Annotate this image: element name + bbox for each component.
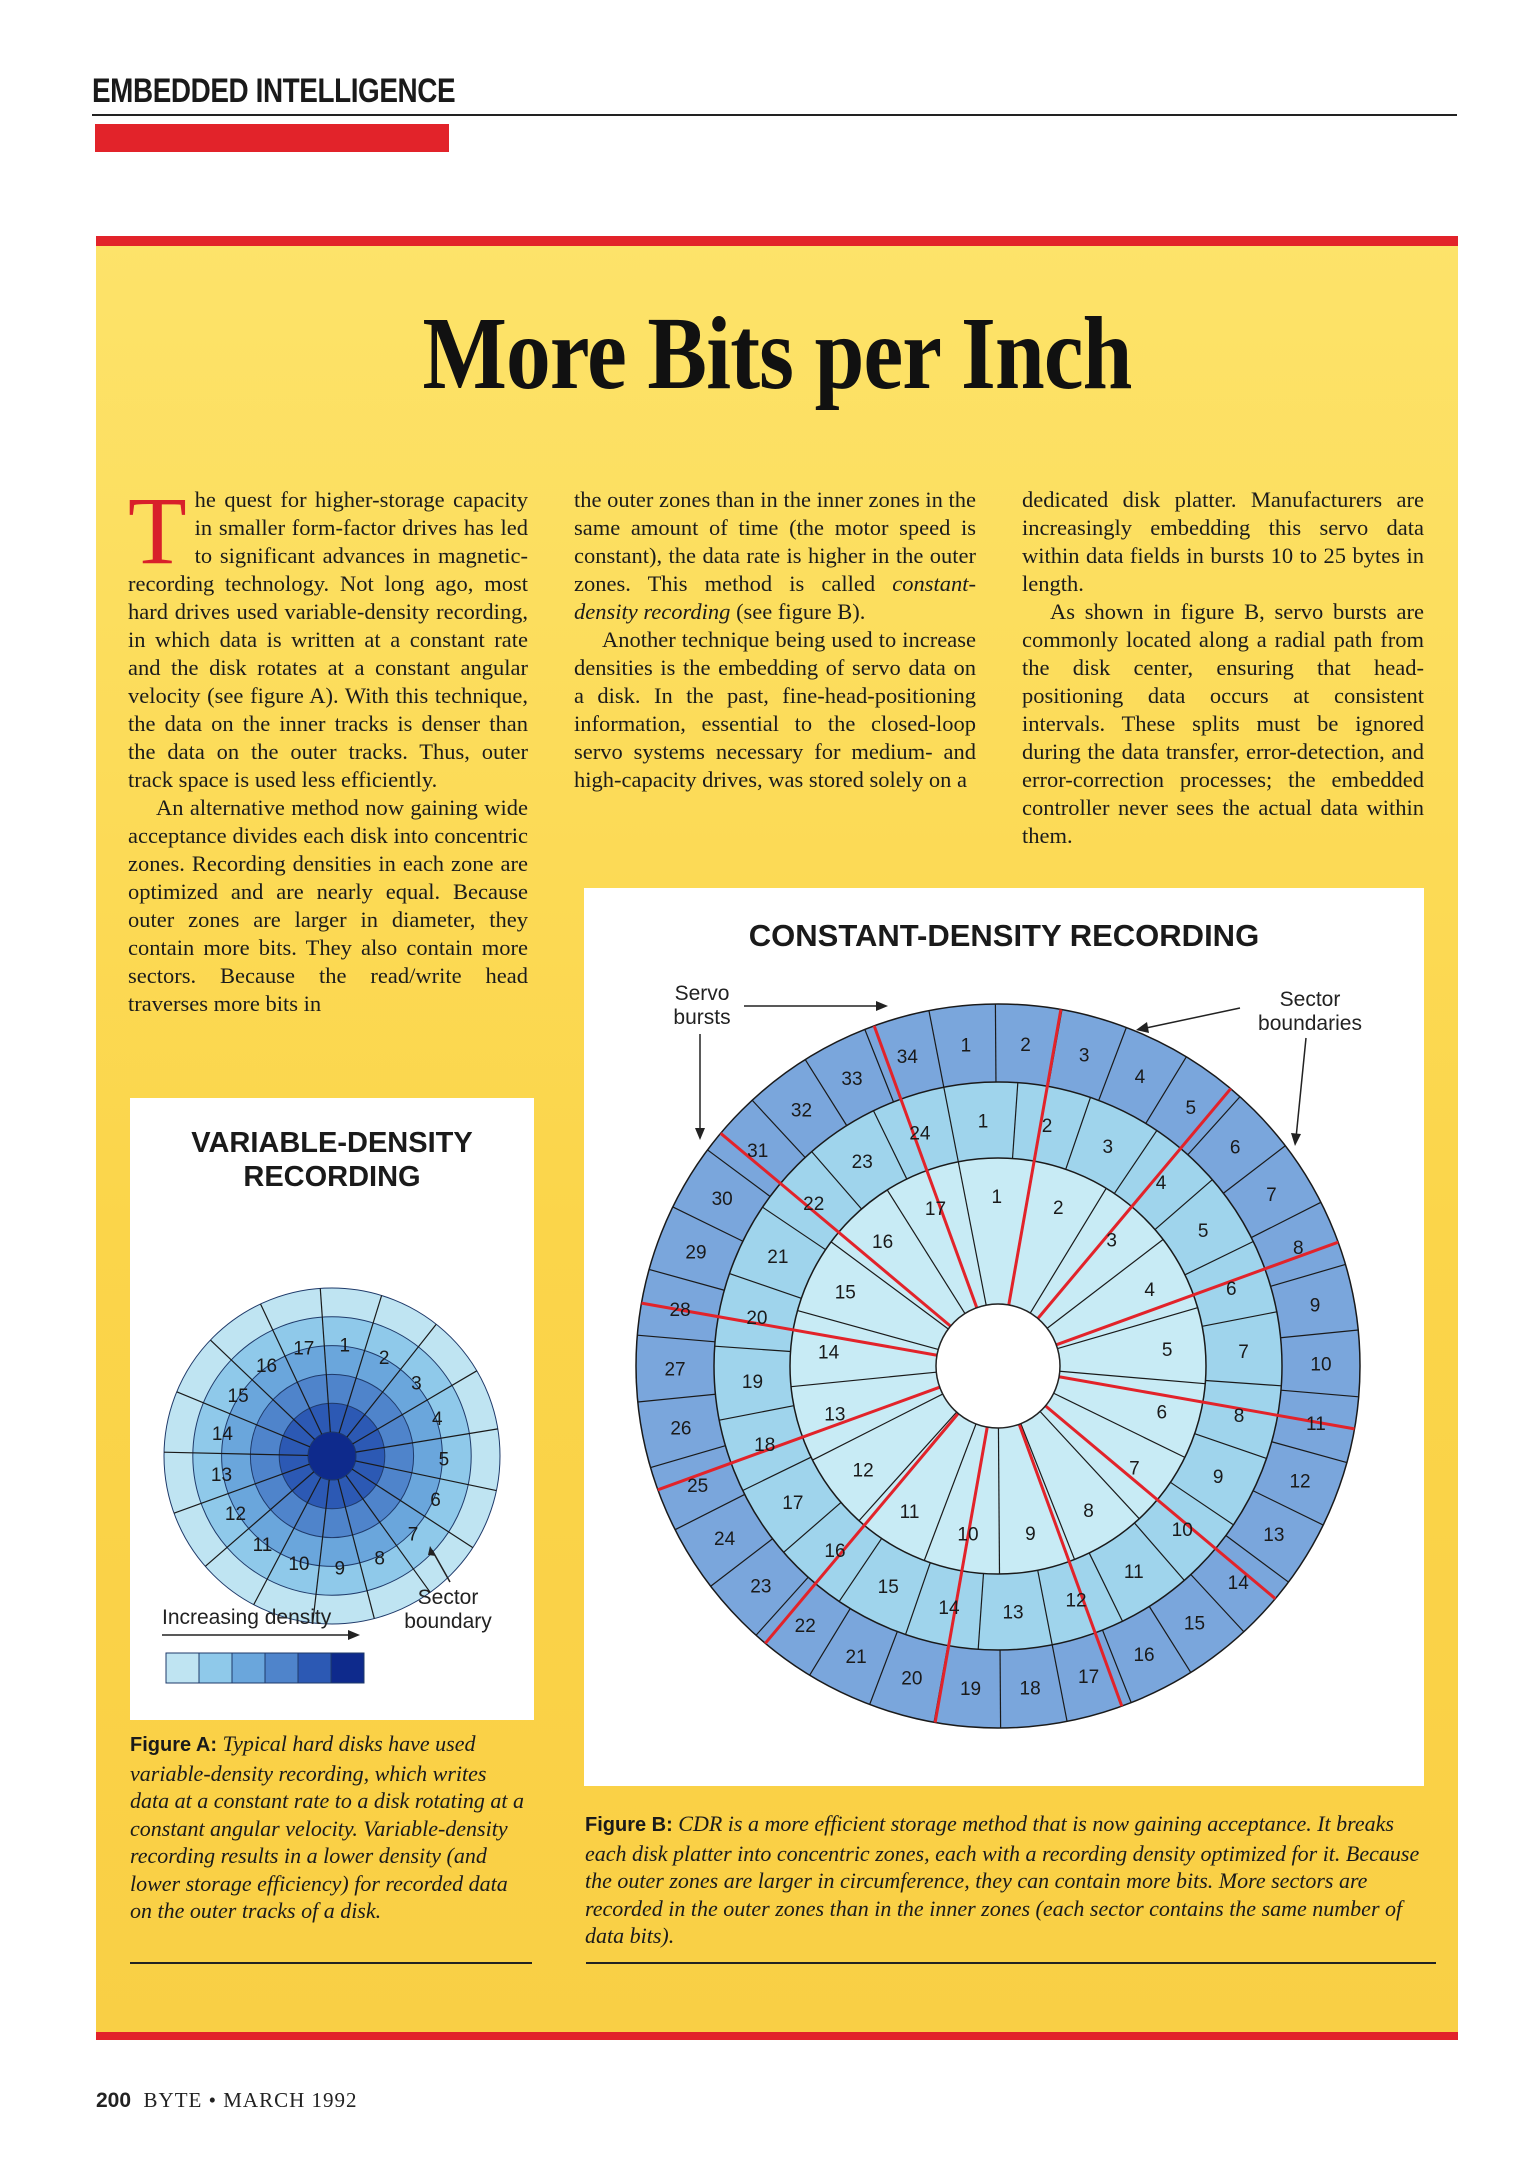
paragraph: As shown in figure B, servo bursts are commonly located along a radial path from the disk center, ensuring that head-positioning data occurs at consistent intervals. These splits must be ignored during the data transfer, error-detection, and error-correction processes; the embedded controller never sees the actual data within them.: [1022, 599, 1424, 848]
sector-callout-line-down: [1296, 1038, 1306, 1138]
drop-cap: T: [128, 477, 187, 584]
sector-label: 4: [1134, 1066, 1146, 1088]
sector-label: 12: [1289, 1471, 1311, 1493]
legend-swatch: [232, 1653, 265, 1683]
figure-a-disk-diagram: [130, 1098, 534, 1720]
sector-label: 17: [1078, 1667, 1100, 1689]
caption-a-rule: [130, 1962, 532, 1964]
density-legend: [166, 1653, 364, 1683]
servo-arrowhead-down: [695, 1128, 705, 1140]
servo-callout-line-2: bursts: [673, 1006, 731, 1029]
sector-label: 33: [841, 1068, 863, 1090]
sector-label: 6: [1225, 1278, 1237, 1300]
caption-text: CDR is a more efficient storage method that is now gaining acceptance. It breaks each disk platter into concentric zones, each with a recording density optimized for it. Because the outer zones are larger in circumference, they can contain more bits. More sectors are recorded in the outer zones than in the inner zones (each sector contains the same number of data bits).: [585, 1811, 1420, 1948]
figure-b-disk-diagram: [584, 888, 1424, 1786]
callout-line-2: boundary: [404, 1610, 492, 1633]
sector-label: 8: [1233, 1406, 1245, 1428]
sector-callout-line: [1146, 1008, 1240, 1028]
sector-label: 5: [1185, 1097, 1197, 1119]
servo-arrowhead: [876, 1001, 888, 1011]
sector-label: 22: [794, 1616, 816, 1638]
sector-label: 13: [824, 1404, 846, 1426]
sector-label: 9: [1309, 1295, 1321, 1317]
sector-label: 15: [834, 1282, 856, 1304]
sector-label: 9: [334, 1558, 346, 1580]
density-rings: [164, 1288, 500, 1624]
sector-label: 21: [845, 1647, 867, 1669]
sector-label: 3: [1078, 1045, 1090, 1067]
sector-label: 13: [1263, 1525, 1285, 1547]
callout-line-1: Sector: [417, 1586, 479, 1609]
sector-label: 23: [851, 1151, 873, 1173]
sector-arrowhead-down: [1291, 1133, 1301, 1146]
sector-label: 18: [754, 1435, 776, 1457]
sector-label: 12: [1065, 1590, 1087, 1612]
sector-label: 23: [750, 1576, 772, 1598]
sector-label: 15: [227, 1385, 249, 1407]
sector-label: 4: [432, 1408, 443, 1430]
sector-label: 8: [374, 1548, 385, 1570]
sector-label: 21: [767, 1247, 789, 1269]
sector-label: 1: [977, 1111, 989, 1133]
sector-label: 20: [901, 1668, 923, 1690]
caption-text: Typical hard disks have used variable-density recording, which writes data at a constant rate to a disk rotating at a constant angular velocity. Variable-density recording results in a lower density (and lower storage efficiency) for recorded data on the outer tracks of a disk.: [130, 1731, 524, 1923]
paragraph: Another technique being used to increase densities is the embedding of servo data on a disk. In the past, fine-head-positioning information, essential to the closed-loop servo systems necessary for medium- and high-capacity drives, was stored solely on a: [574, 627, 976, 792]
legend-swatch: [331, 1653, 364, 1683]
issue-date: MARCH 1992: [223, 2088, 358, 2112]
sector-label: 15: [877, 1577, 899, 1599]
sector-label: 1: [339, 1335, 351, 1357]
sector-label: 32: [790, 1100, 813, 1122]
paragraph-text: the outer zones than in the inner zones in the same amount of time (the motor speed is constant), the data rate is higher in the outer zones. This method is called: [574, 487, 976, 596]
sector-label: 3: [1106, 1230, 1117, 1252]
sector-label: 5: [1161, 1340, 1173, 1362]
sector-label: 4: [1155, 1172, 1167, 1194]
sector-label: 10: [1310, 1354, 1332, 1376]
sidebar-top-rule: [96, 236, 1458, 246]
sector-callout-line-2: boundaries: [1258, 1012, 1362, 1035]
sector-label: 3: [1102, 1136, 1114, 1158]
sector-label: 7: [1266, 1184, 1277, 1206]
page-number: 200: [96, 2089, 132, 2112]
sector-label: 11: [899, 1502, 920, 1524]
sector-label: 6: [1156, 1402, 1168, 1424]
paragraph: An alternative method now gaining wide acceptance divides each disk into concentric zones. Recording densities in each zone are optimized and are nearly equal. Because outer zones are larger in diameter, they contain more bits. They also contain more sectors. Because the read/write head traverses more bits in: [128, 795, 528, 1016]
sector-label: 19: [741, 1372, 764, 1394]
sector-label: 11: [1123, 1562, 1144, 1584]
sector-label: 11: [252, 1534, 273, 1556]
sector-boundary-line: [1000, 1650, 1001, 1728]
emphasis: constant-density recording: [574, 571, 976, 624]
paragraph: dedicated disk platter. Manufacturers are increasingly embedding this servo data within data fields in bursts 10 to 25 bytes in length.: [1022, 487, 1424, 596]
section-label: EMBEDDED INTELLIGENCE: [92, 72, 456, 110]
publication-name: BYTE: [143, 2088, 203, 2112]
sector-label: 8: [1083, 1500, 1094, 1522]
legend-swatch: [199, 1653, 232, 1683]
sector-label: 26: [670, 1418, 692, 1440]
sector-label: 18: [1019, 1678, 1041, 1700]
legend-swatch: [265, 1653, 298, 1683]
sector-label: 11: [1306, 1414, 1326, 1436]
sector-label: 6: [430, 1489, 441, 1511]
sector-label: 9: [1212, 1466, 1224, 1488]
figure-b-caption: [585, 1810, 1435, 1950]
sector-label: 24: [909, 1123, 931, 1145]
figure-a-title-line-2: RECORDING: [243, 1161, 421, 1193]
sector-label: 2: [378, 1347, 390, 1369]
sector-label: 31: [747, 1141, 769, 1163]
sector-label: 4: [1144, 1280, 1155, 1302]
sector-label: 30: [711, 1188, 733, 1210]
sector-label: 25: [687, 1475, 709, 1497]
sector-boundary-line: [995, 1004, 996, 1082]
figure-a-title-line-1: VARIABLE-DENSITY: [191, 1127, 473, 1159]
sector-label: 14: [818, 1342, 840, 1364]
sector-label: 7: [1129, 1458, 1140, 1480]
sector-label: 5: [438, 1449, 450, 1471]
sector-label: 12: [852, 1460, 874, 1482]
density-ring: [308, 1432, 356, 1480]
sector-label: 16: [1133, 1645, 1155, 1667]
sector-label: 8: [1293, 1238, 1304, 1260]
sector-label: 14: [938, 1598, 960, 1620]
servo-callout-line-1: Servo: [674, 982, 730, 1005]
sector-label: 24: [714, 1529, 736, 1551]
legend-swatch: [166, 1653, 199, 1683]
paragraph: he quest for higher-storage capacity in smaller form-factor drives has led to significant advances in magnetic-recording technology. Not long ago, most hard drives used variable-density recording, in which data is written at a constant rate and the disk rotates at a constant angular velocity (see figure A). With this technique, the data on the inner tracks is denser than the data on the outer tracks. Thus, outer track space is used less efficiently.: [128, 487, 528, 792]
sector-label: 1: [960, 1035, 972, 1057]
legend-label: Increasing density: [162, 1606, 332, 1629]
header-accent-bar: [95, 124, 449, 152]
sector-label: 2: [1052, 1198, 1064, 1220]
legend-arrowhead: [348, 1630, 360, 1640]
sector-label: 1: [991, 1187, 1003, 1209]
sector-label: 3: [411, 1373, 422, 1395]
sector-label: 17: [782, 1492, 804, 1514]
sector-label: 5: [1197, 1221, 1209, 1243]
sector-label: 14: [211, 1423, 233, 1445]
sector-label: 9: [1025, 1523, 1036, 1545]
sector-label: 16: [824, 1541, 846, 1563]
sector-label: 16: [255, 1356, 278, 1378]
caption-label: Figure A:: [130, 1734, 218, 1756]
sector-label: 19: [959, 1678, 982, 1700]
sector-label: 34: [896, 1046, 918, 1068]
body-column-2: [574, 486, 976, 794]
sector-label: 27: [664, 1359, 686, 1381]
sector-label: 13: [210, 1465, 233, 1487]
disk-hub: [936, 1304, 1060, 1428]
sector-label: 13: [1002, 1602, 1024, 1624]
sector-label: 29: [685, 1242, 707, 1264]
caption-b-rule: [586, 1962, 1436, 1964]
sector-label: 10: [288, 1554, 310, 1576]
sector-label: 2: [1020, 1035, 1031, 1057]
paragraph-text: (see figure B).: [730, 599, 866, 624]
sector-label: 16: [872, 1232, 894, 1254]
body-column-3: [1022, 486, 1424, 850]
sector-callout-line-1: Sector: [1279, 988, 1341, 1011]
figure-b-title: CONSTANT-DENSITY RECORDING: [748, 918, 1260, 953]
sector-label: 22: [803, 1193, 825, 1215]
sector-label: 10: [957, 1524, 979, 1546]
article-title: More Bits per Inch: [422, 296, 1132, 411]
sector-label: 2: [1041, 1115, 1053, 1137]
sector-label: 15: [1183, 1613, 1206, 1635]
figure-a-caption: [130, 1730, 525, 1925]
legend-swatch: [298, 1653, 331, 1683]
sector-label: 7: [1238, 1341, 1249, 1363]
sidebar-bottom-rule: [96, 2032, 1458, 2040]
header-rule: [92, 114, 1457, 116]
sector-label: 12: [224, 1503, 247, 1525]
sector-label: 14: [1227, 1572, 1249, 1594]
sector-label: 7: [407, 1524, 419, 1546]
caption-label: Figure B:: [585, 1814, 673, 1836]
sector-label: 20: [746, 1307, 768, 1329]
sector-label: 17: [924, 1198, 947, 1220]
sector-label: 10: [1171, 1520, 1193, 1542]
sector-label: 17: [293, 1338, 315, 1360]
sector-label: 6: [1229, 1137, 1241, 1159]
body-column-1: [128, 477, 528, 1018]
sector-label: 28: [669, 1299, 691, 1321]
page-footer: 200 BYTE • MARCH 1992: [96, 2088, 358, 2112]
